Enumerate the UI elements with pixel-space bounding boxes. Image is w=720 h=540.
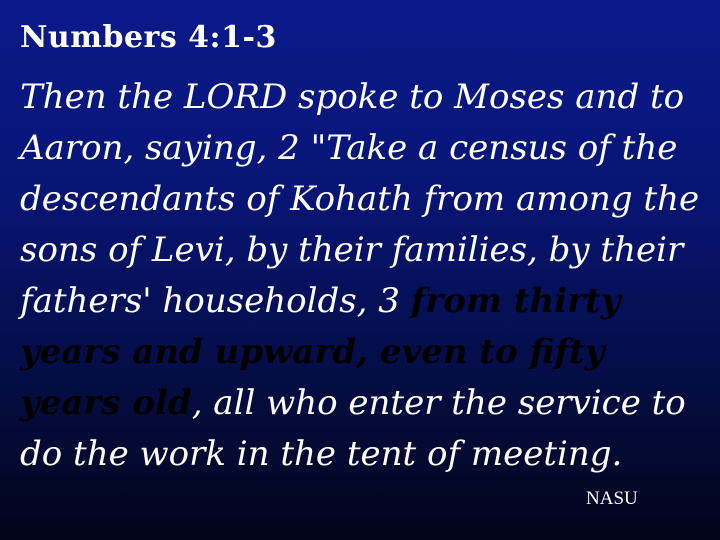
verse-highlight: from thirty years and upward, even to fifty years old <box>20 281 621 423</box>
scripture-reference: Numbers 4:1-3 <box>20 20 277 55</box>
bible-version-label: NASU <box>586 488 638 509</box>
verse-text-part-1: Then the LORD spoke to Moses and to Aaron, saying, 2 "Take a census of the descendants of Kohath from among the sons of Levi, by their families, by their fathers' households, 3 <box>20 77 700 321</box>
verse-text-part-2: , all who enter the service to do the work in the tent of meeting. <box>20 383 686 474</box>
verse-text <box>20 72 710 480</box>
